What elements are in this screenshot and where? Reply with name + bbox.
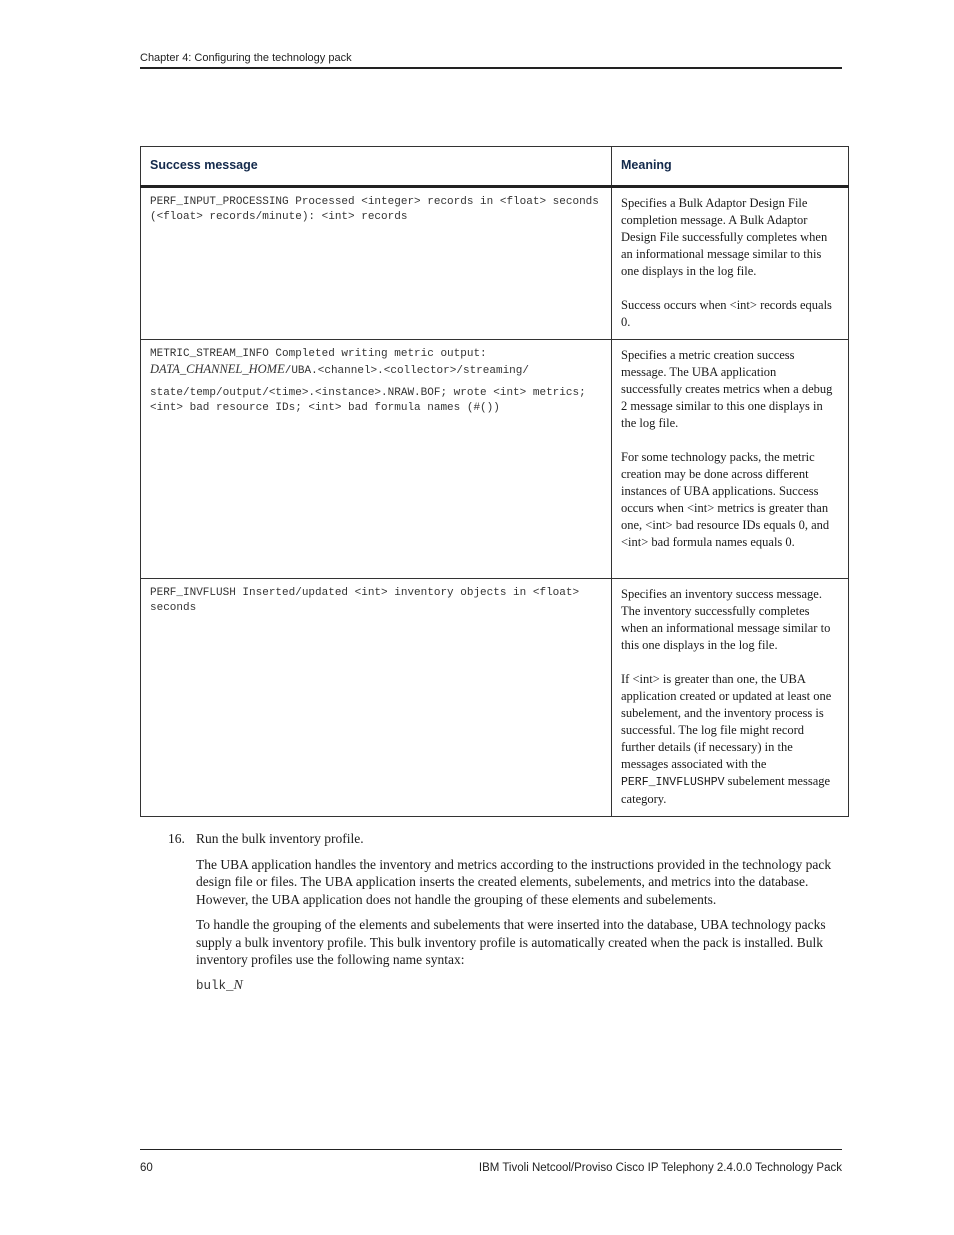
page-header — [140, 52, 842, 69]
success-message-cell — [141, 579, 612, 817]
success-message-cell — [141, 187, 612, 340]
message-text: PERF_INPUT_PROCESSING Processed <integer> records in <float> seconds (<float> records/minute): <int> records — [150, 196, 599, 223]
message-line — [150, 347, 602, 379]
success-messages-table — [140, 146, 849, 817]
step-number: 16. — [168, 831, 185, 846]
chapter-title: Chapter 4: Configuring the technology pack — [140, 52, 352, 64]
meaning-text: If <int> is greater than one, the UBA application created or updated at least one subelement, and the inventory process is successful. The log file might record further details (if necessary) in the messages associated with the — [621, 672, 832, 771]
meaning-text: subelement message category. — [621, 774, 831, 806]
name-syntax — [196, 977, 842, 996]
paragraph: The UBA application handles the inventory and metrics according to the instructions provided in the technology pack design file or files. The UBA application inserts the created elements, subelements, and metrics into the database. However, the UBA application does not handle the grouping of these elements and subelements. — [196, 856, 832, 907]
table-row — [141, 187, 849, 340]
syntax-code: bulk_ — [196, 978, 234, 993]
table-row — [141, 340, 849, 579]
meaning-paragraph: Specifies a Bulk Adaptor Design File completion message. A Bulk Adaptor Design File successfully completes when an informational message similar to this one displays in the log file. — [621, 196, 828, 278]
page-footer — [140, 1149, 842, 1174]
meaning-cell — [612, 340, 849, 579]
column-header-success-message: Success message — [141, 147, 612, 187]
category-code: PERF_INVFLUSHPV — [621, 776, 725, 789]
page-number: 60 — [140, 1162, 153, 1174]
body-text — [140, 830, 842, 995]
step-item — [140, 830, 842, 848]
meaning-paragraph: Specifies an inventory success message. The inventory successfully completes when an informational message similar to this one displays in the log file. — [621, 587, 831, 652]
meaning-paragraph — [621, 671, 839, 808]
message-line: state/temp/output/<time>.<instance>.NRAW.BOF; wrote <int> metrics; <int> bad resource IDs; <int> bad formula names (#()) — [150, 387, 586, 414]
message-text: PERF_INVFLUSH Inserted/updated <int> inventory objects in <float> seconds — [150, 587, 580, 614]
syntax-variable: N — [233, 977, 243, 993]
message-text: /UBA.<channel>.<collector>/streaming/ — [284, 365, 529, 377]
meaning-cell — [612, 187, 849, 340]
meaning-cell — [612, 579, 849, 817]
meaning-paragraph: Success occurs when <int> records equals 0. — [621, 298, 832, 329]
meaning-paragraph: Specifies a metric creation success message. The UBA application successfully creates metrics when a debug 2 message similar to this one displays in the log file. — [621, 348, 833, 430]
message-text: METRIC_STREAM_INFO Completed writing metric output: — [150, 348, 487, 360]
document-title: IBM Tivoli Netcool/Proviso Cisco IP Telephony 2.4.0.0 Technology Pack — [478, 1162, 842, 1174]
step-text: Run the bulk inventory profile. — [196, 831, 364, 846]
success-message-cell — [141, 340, 612, 579]
table-row — [141, 579, 849, 817]
paragraph: To handle the grouping of the elements and subelements that were inserted into the database, UBA technology packs supply a bulk inventory profile. This bulk inventory profile is automatically created when the pack is installed. Bulk inventory profiles use the following name syntax: — [196, 917, 826, 967]
message-variable: DATA_CHANNEL_HOME — [150, 362, 285, 376]
meaning-paragraph: For some technology packs, the metric creation may be done across different instances of UBA applications. Success occurs when <int> metrics is greater than one, <int> bad resource IDs equals 0, and <int> bad formula names equals 0. — [621, 450, 830, 549]
table-header-row — [141, 147, 849, 187]
column-header-meaning: Meaning — [612, 147, 849, 187]
